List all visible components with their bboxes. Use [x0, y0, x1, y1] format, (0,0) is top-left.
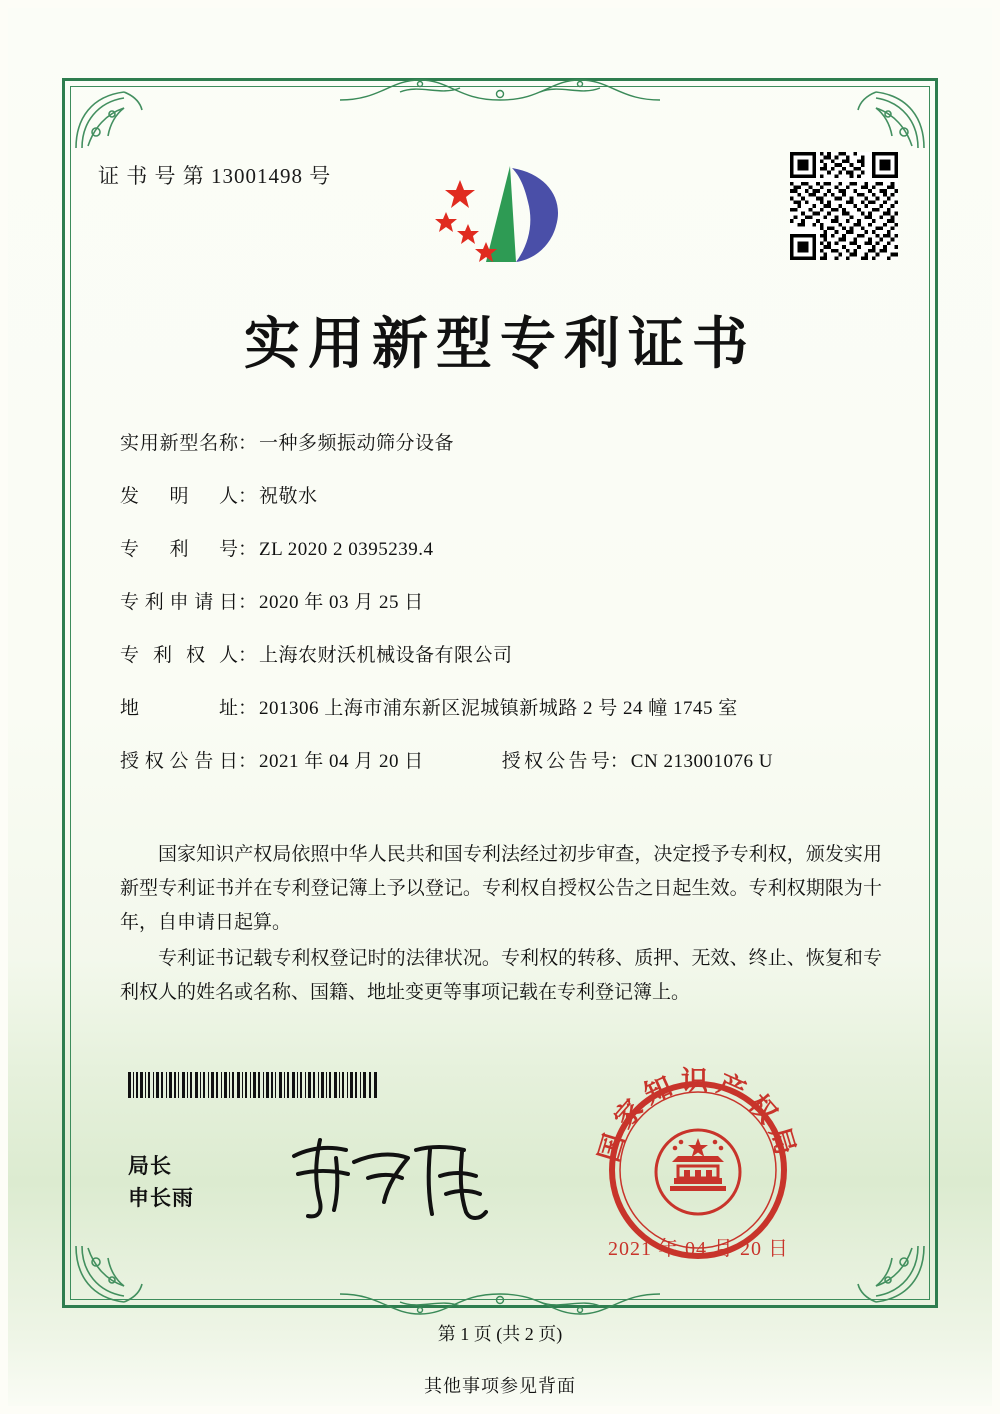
- body-text: [120, 838, 882, 1012]
- director-title: 局长: [128, 1154, 172, 1178]
- svg-text:国家知识产权局: 国家知识产权局: [593, 1066, 803, 1165]
- corner-ornament-icon: [842, 1242, 928, 1306]
- field-label: 专利号: [120, 539, 238, 560]
- field-label: 专利申请日: [120, 592, 238, 613]
- field-colon: ：: [238, 645, 258, 666]
- handwritten-signature-icon: [280, 1128, 520, 1228]
- field-row-grant-announcement: [120, 746, 880, 773]
- page-number: 第 1 页 (共 2 页): [437, 1324, 563, 1344]
- cnipa-logo-icon: [424, 150, 574, 275]
- top-filigree-icon: [340, 74, 660, 108]
- field-colon: ：: [609, 751, 629, 772]
- field-row-utility-model-name: [120, 428, 880, 455]
- field-row-address: [120, 693, 880, 720]
- field-colon: ：: [238, 486, 258, 507]
- seal-date: 2021 年 04 月 20 日: [608, 1238, 789, 1260]
- grant-date-value: 2021 年 04 月 20 日: [259, 751, 424, 772]
- field-value: ZL 2020 2 0395239.4: [259, 539, 434, 560]
- field-row-application-date: [120, 587, 880, 614]
- paragraph-grant-statement: 国家知识产权局依照中华人民共和国专利法经过初步审查，决定授予专利权，颁发实用新型专利证书并在专利登记簿上予以登记。专利权自授权公告之日起生效。专利权期限为十年，自申请日起算。: [120, 844, 882, 933]
- field-value: 201306 上海市浦东新区泥城镇新城路 2 号 24 幢 1745 室: [259, 698, 738, 719]
- field-value: 上海农财沃机械设备有限公司: [259, 645, 513, 666]
- field-colon: ：: [238, 433, 258, 454]
- field-row-patent-number: [120, 534, 880, 561]
- field-row-patentee: [120, 640, 880, 667]
- director-block: [128, 1150, 194, 1214]
- grant-number-label: 授权公告号: [501, 751, 610, 772]
- field-colon: ：: [238, 539, 258, 560]
- corner-ornament-icon: [72, 1242, 158, 1306]
- field-label: 地址: [120, 698, 238, 719]
- field-label: 实用新型名称: [120, 433, 238, 454]
- field-value: 一种多频振动筛分设备: [259, 433, 455, 454]
- grant-number-value: CN 213001076 U: [630, 751, 773, 772]
- grant-date-label: 授权公告日: [120, 751, 238, 772]
- paragraph-legal-status: 专利证书记载专利权登记时的法律状况。专利权的转移、质押、无效、终止、恢复和专利权人的姓名或名称、国籍、地址变更等事项记载在专利登记簿上。: [120, 948, 882, 1003]
- field-label: 发明人: [120, 486, 238, 507]
- director-name: 申长雨: [128, 1186, 194, 1210]
- certificate-number: 证 书 号 第 13001498 号: [98, 164, 332, 188]
- field-colon: ：: [238, 698, 258, 719]
- field-value: 2020 年 03 月 25 日: [259, 592, 424, 613]
- page-title: 实用新型专利证书: [244, 311, 756, 377]
- corner-ornament-icon: [842, 88, 928, 152]
- field-colon: ：: [238, 751, 258, 772]
- corner-ornament-icon: [72, 88, 158, 152]
- field-row-inventor: [120, 481, 880, 508]
- barcode-icon: [128, 1072, 378, 1098]
- field-value: 祝敬水: [259, 486, 318, 507]
- field-list: [120, 428, 880, 799]
- footer-note: 其他事项参见背面: [424, 1376, 576, 1396]
- field-colon: ：: [238, 592, 258, 613]
- field-label: 专利权人: [120, 645, 238, 666]
- bottom-filigree-icon: [340, 1286, 660, 1320]
- qr-code-icon: [790, 152, 898, 260]
